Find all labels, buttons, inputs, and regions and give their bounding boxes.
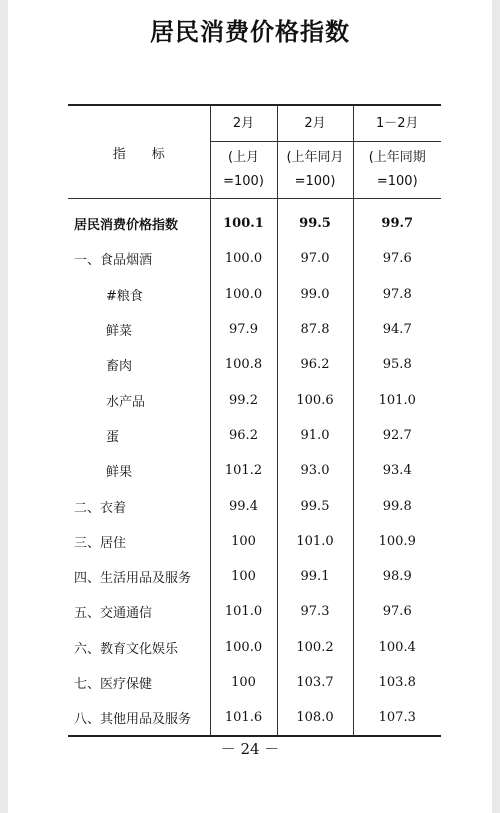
row-label: 六、教育文化娱乐 [74,641,179,657]
cell-value: 100.9 [353,524,441,559]
column-header-month: 1－2月 [354,106,442,142]
cell-value: 101.6 [210,700,277,736]
cell-value: 99.2 [210,382,277,417]
cell-value: 96.2 [277,347,353,382]
table-row [68,347,441,382]
stub-header: 指 标 [68,105,210,199]
cell-value: 103.8 [353,665,441,700]
table-row [68,418,441,453]
cell-value: 100 [210,524,277,559]
cell-value: 100.8 [210,347,277,382]
table-row [68,199,441,242]
page-number: － 24 － [220,740,280,758]
column-header-base [278,142,353,198]
cell-value: 100.0 [210,241,277,276]
cell-value: 101.0 [210,594,277,629]
row-label: 一、食品烟酒 [74,253,153,269]
cell-value: 93.0 [277,453,353,488]
cell-value: 101.2 [210,453,277,488]
document-page [8,0,492,813]
row-label: #粮食 [106,288,143,304]
column-header-base-line1: (上月 [227,150,260,165]
cell-value: 97.6 [353,594,441,629]
table-row [68,312,441,347]
cell-value: 100.6 [277,382,353,417]
cell-value: 97.0 [277,241,353,276]
cell-value: 100 [210,559,277,594]
table-row [68,241,441,276]
cell-value: 103.7 [277,665,353,700]
cell-value: 99.7 [353,199,441,242]
table-row [68,382,441,417]
row-label: 八、其他用品及服务 [74,712,192,728]
cell-value: 99.5 [277,488,353,523]
cell-value: 100.2 [277,630,353,665]
column-header-base-line2: =100) [294,174,336,189]
row-label: 二、衣着 [74,500,127,516]
column-header-base-line2: =100) [223,174,264,189]
table-row [68,524,441,559]
column-header-month: 2月 [211,106,277,142]
column-header-base-line2: =100) [376,174,418,189]
table-row [68,630,441,665]
cell-value: 100.0 [210,630,277,665]
cell-value: 87.8 [277,312,353,347]
cell-value: 107.3 [353,700,441,736]
cell-value: 100.0 [210,277,277,312]
page-title: 居民消费价格指数 [150,17,350,46]
cell-value: 99.4 [210,488,277,523]
table-row [68,594,441,629]
table-row [68,488,441,523]
column-header-3 [353,105,441,199]
table-row [68,559,441,594]
column-header-base [354,142,442,198]
row-label: 水产品 [106,394,146,410]
cpi-table [68,104,441,737]
cell-value: 99.0 [277,277,353,312]
table-row [68,453,441,488]
row-label: 七、医疗保健 [74,677,153,692]
cell-value: 95.8 [353,347,441,382]
cell-value: 101.0 [353,382,441,417]
row-label: 四、生活用品及服务 [74,571,192,587]
cell-value: 101.0 [277,524,353,559]
cell-value: 100.4 [353,630,441,665]
table-row [68,700,441,736]
cell-value: 97.8 [353,277,441,312]
column-header-2 [277,105,353,199]
row-label: 鲜菜 [106,324,133,340]
row-label: 鲜果 [106,465,133,481]
cell-value: 94.7 [353,312,441,347]
cell-value: 100.1 [210,199,277,242]
row-label: 畜肉 [106,359,133,375]
row-label: 蛋 [106,429,120,445]
column-header-month: 2月 [278,106,353,142]
cell-value: 97.3 [277,594,353,629]
table-row [68,277,441,312]
cell-value: 99.8 [353,488,441,523]
cell-value: 108.0 [277,700,353,736]
row-label: 三、居住 [74,535,127,551]
column-header-base-line1: (上年同期 [368,150,426,165]
cell-value: 99.1 [277,559,353,594]
column-header-1 [210,105,277,199]
cell-value: 91.0 [277,418,353,453]
cell-value: 100 [210,665,277,700]
cell-value: 97.6 [353,241,441,276]
cell-value: 97.9 [210,312,277,347]
table-header-row [68,105,441,199]
cell-value: 93.4 [353,453,441,488]
cell-value: 92.7 [353,418,441,453]
cell-value: 99.5 [277,199,353,242]
table-row [68,665,441,700]
column-header-base [211,142,277,198]
cell-value: 98.9 [353,559,441,594]
cell-value: 96.2 [210,418,277,453]
row-label: 居民消费价格指数 [74,218,179,234]
row-label: 五、交通通信 [74,606,153,622]
column-header-base-line1: (上年同月 [286,150,344,165]
